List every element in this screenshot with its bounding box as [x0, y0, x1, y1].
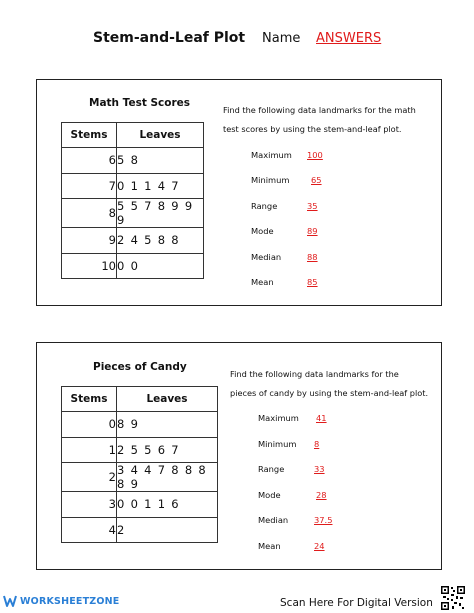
stem-leaf-table — [61, 122, 204, 279]
table-header-row — [62, 123, 204, 148]
instructions — [223, 101, 416, 139]
landmark-answer: 24 — [314, 541, 325, 551]
scan-text: Scan Here For Digital Version — [280, 597, 433, 609]
qr-code-icon[interactable] — [440, 585, 466, 611]
instruction-line: test scores by using the stem-and-leaf plot. — [223, 124, 402, 134]
table-header-row — [62, 387, 218, 412]
leaf-cell: 0 0 — [117, 253, 204, 279]
instructions — [230, 365, 428, 403]
panel-math-test-scores — [36, 79, 442, 306]
table-row — [62, 148, 204, 174]
stem-cell: 9 — [62, 228, 117, 254]
landmark-label: Range — [251, 201, 278, 211]
landmark-label: Mean — [258, 541, 281, 551]
leaf-cell: 5 5 7 8 9 9 9 — [117, 199, 204, 228]
table-row — [62, 463, 218, 492]
name-answer: ANSWERS — [316, 31, 382, 46]
leaves-header: Leaves — [117, 387, 218, 412]
landmark-label: Maximum — [258, 413, 299, 423]
leaf-cell: 2 — [117, 517, 218, 543]
plot-title: Pieces of Candy — [93, 361, 187, 373]
landmark-answer: 37.5 — [314, 515, 333, 525]
landmark-answer: 89 — [307, 226, 318, 236]
landmark-label: Maximum — [251, 150, 292, 160]
landmark-answer: 65 — [311, 175, 322, 185]
stem-cell: 3 — [62, 492, 117, 518]
leaf-cell: 0 0 1 1 6 — [117, 492, 218, 518]
leaf-cell: 5 8 — [117, 148, 204, 174]
instruction-line: pieces of candy by using the stem-and-leaf plot. — [230, 388, 429, 398]
landmark-answer: 88 — [307, 252, 318, 262]
landmark-answer: 33 — [314, 464, 325, 474]
landmark-label: Median — [251, 252, 282, 262]
leaf-cell: 2 5 5 6 7 — [117, 437, 218, 463]
landmark-label: Range — [258, 464, 285, 474]
landmark-answer: 41 — [316, 413, 327, 423]
plot-title: Math Test Scores — [89, 97, 191, 109]
leaf-cell: 8 9 — [117, 412, 218, 438]
landmark-label: Mode — [251, 226, 274, 236]
stem-cell: 8 — [62, 199, 117, 228]
table-row — [62, 253, 204, 279]
leaves-header: Leaves — [117, 123, 204, 148]
stem-cell: 2 — [62, 463, 117, 492]
leaf-cell: 0 1 1 4 7 — [117, 173, 204, 199]
stems-header: Stems — [62, 387, 117, 412]
name-label: Name — [262, 31, 301, 46]
landmark-label: Mean — [251, 277, 274, 287]
landmark-label: Mode — [258, 490, 281, 500]
landmark-answer: 28 — [316, 490, 327, 500]
stem-cell: 0 — [62, 412, 117, 438]
leaf-cell: 3 4 4 7 8 8 8 8 9 — [117, 463, 218, 492]
landmark-label: Minimum — [258, 439, 297, 449]
stem-cell: 7 — [62, 173, 117, 199]
instruction-line: Find the following data landmarks for the math — [223, 105, 416, 115]
landmark-answer: 8 — [314, 439, 320, 449]
landmark-label: Median — [258, 515, 289, 525]
worksheetzone-logo-icon — [3, 594, 17, 608]
table-row — [62, 199, 204, 228]
stem-cell: 6 — [62, 148, 117, 174]
footer — [0, 585, 474, 613]
landmark-answer: 85 — [307, 277, 318, 287]
stem-cell: 10 — [62, 253, 117, 279]
panel-pieces-of-candy — [36, 342, 442, 570]
table-row — [62, 173, 204, 199]
table-row — [62, 517, 218, 543]
table-row — [62, 412, 218, 438]
leaf-cell: 2 4 5 8 8 — [117, 228, 204, 254]
table-row — [62, 228, 204, 254]
stem-cell: 1 — [62, 437, 117, 463]
landmark-label: Minimum — [251, 175, 290, 185]
landmark-answer: 35 — [307, 201, 318, 211]
stem-leaf-table — [61, 386, 218, 543]
table-row — [62, 492, 218, 518]
page-title: Stem-and-Leaf Plot — [93, 30, 246, 46]
stems-header: Stems — [62, 123, 117, 148]
table-row — [62, 437, 218, 463]
stem-cell: 4 — [62, 517, 117, 543]
landmark-answer: 100 — [307, 150, 323, 160]
brand-name: WORKSHEETZONE — [20, 596, 120, 607]
header — [0, 30, 474, 52]
instruction-line: Find the following data landmarks for the — [230, 369, 399, 379]
